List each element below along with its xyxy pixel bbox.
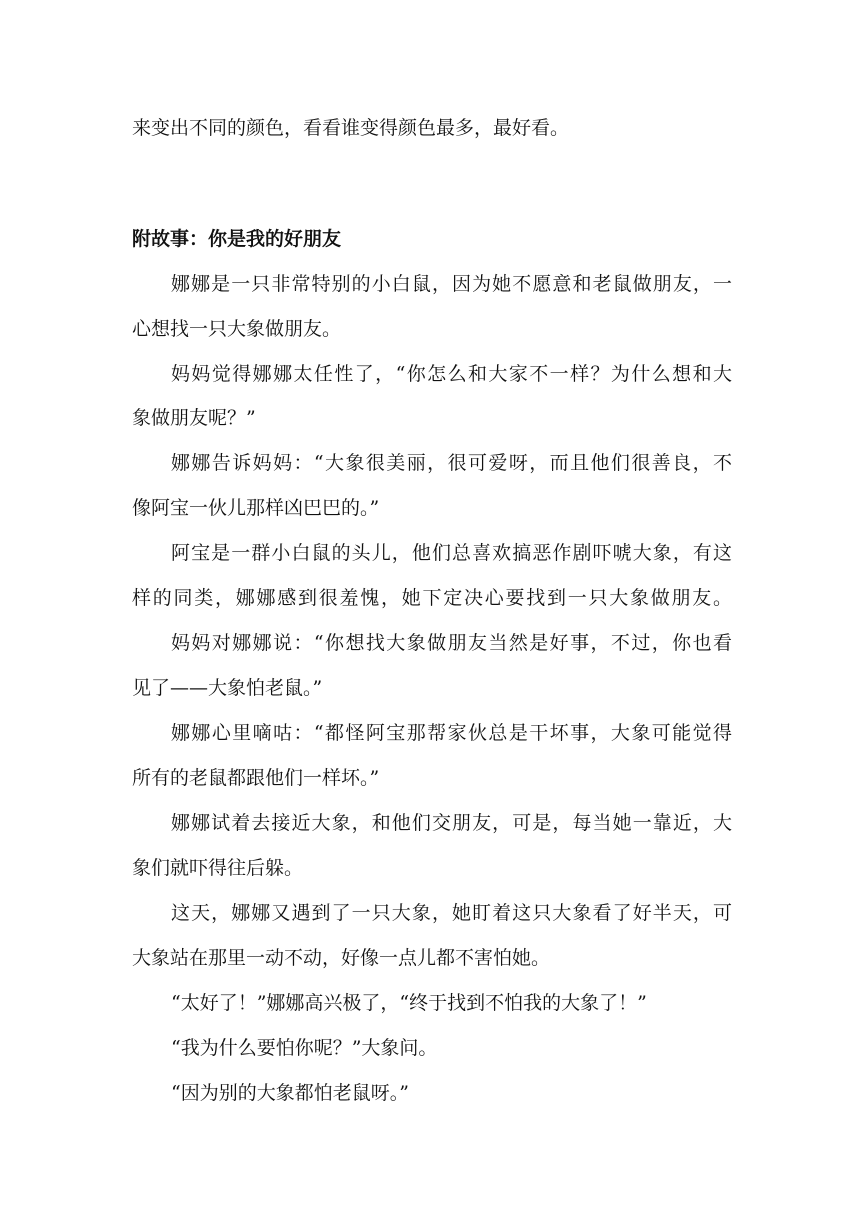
paragraph-2-line-1: 妈妈觉得娜娜太任性了，“你怎么和大家不一样？为什么想和大 (171, 363, 732, 385)
paragraph-8-line-2: 大象站在那里一动不动，好像一点儿都不害怕她。 (132, 947, 551, 969)
story-title: 附故事：你是我的好朋友 (132, 228, 342, 250)
paragraph-8-line-1: 这天，娜娜又遇到了一只大象，她盯着这只大象看了好半天，可 (171, 902, 732, 924)
intro-line: 来变出不同的颜色，看看谁变得颜色最多，最好看。 (132, 117, 570, 139)
paragraph-3-line-1: 娜娜告诉妈妈：“大象很美丽，很可爱呀，而且他们很善良，不 (171, 452, 732, 474)
paragraph-1-line-1: 娜娜是一只非常特别的小白鼠，因为她不愿意和老鼠做朋友，一 (171, 273, 732, 295)
paragraph-5-line-2: 见了——大象怕老鼠。” (132, 677, 323, 699)
paragraph-4-line-2: 样的同类，娜娜感到很羞愧，她下定决心要找到一只大象做朋友。 (132, 587, 732, 609)
paragraph-3-line-2: 像阿宝一伙儿那样凶巴巴的。” (132, 497, 380, 519)
paragraph-6-line-2: 所有的老鼠都跟他们一样坏。” (132, 767, 380, 789)
paragraph-7-line-2: 象们就吓得往后躲。 (132, 857, 304, 879)
paragraph-1-line-2: 心想找一只大象做朋友。 (132, 318, 342, 340)
dialogue-line-3: “因为别的大象都怕老鼠呀。” (171, 1082, 409, 1104)
paragraph-5-line-1: 妈妈对娜娜说：“你想找大象做朋友当然是好事，不过，你也看 (171, 632, 732, 654)
dialogue-line-1: “太好了！”娜娜高兴极了，“终于找到不怕我的大象了！” (171, 992, 647, 1014)
paragraph-6-line-1: 娜娜心里嘀咕：“都怪阿宝那帮家伙总是干坏事，大象可能觉得 (171, 722, 732, 744)
paragraph-4-line-1: 阿宝是一群小白鼠的头儿，他们总喜欢搞恶作剧吓唬大象，有这 (171, 542, 732, 564)
dialogue-line-2: “我为什么要怕你呢？”大象问。 (171, 1037, 438, 1059)
paragraph-2-line-2: 象做朋友呢？” (132, 407, 256, 429)
paragraph-7-line-1: 娜娜试着去接近大象，和他们交朋友，可是，每当她一靠近，大 (171, 812, 732, 834)
